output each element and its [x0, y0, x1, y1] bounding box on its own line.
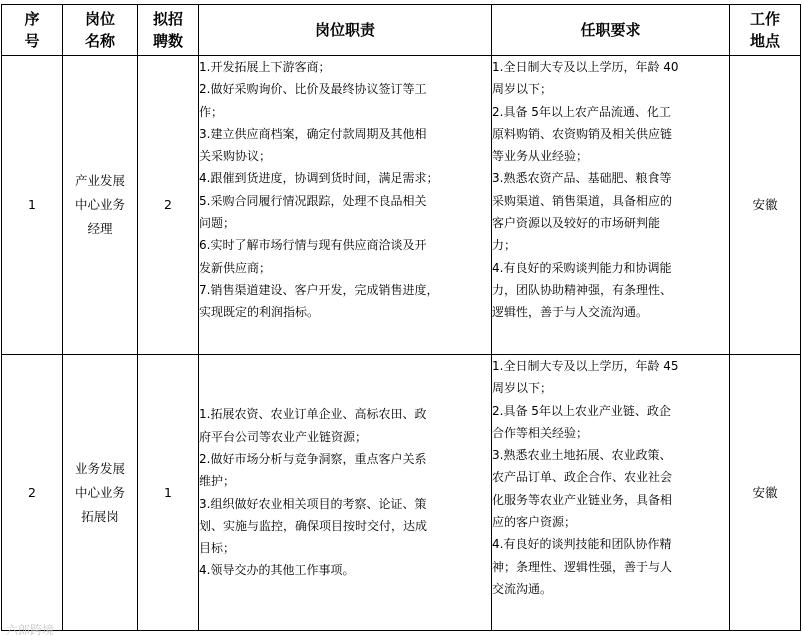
- row-count: 1: [138, 355, 199, 631]
- header-requirements: 任职要求: [492, 5, 730, 56]
- row-count: 2: [138, 56, 199, 355]
- row-requirements: 1.全日制大专及以上学历，年龄 45 周岁以下； 2.具备 5年以上农业产业链、政企 合作等相关经验； 3.熟悉农业土地拓展、农业政策、 农产品订单、政企合作、农业社会 化服务等农业产业链业务，具备相 应的客户资源； 4.有良好的谈判技能和团队协作精 神；条理性、逻辑性强，善于与人 交流沟通。: [492, 355, 730, 631]
- table-row: [2, 355, 801, 631]
- header-position: 岗位 名称: [63, 5, 138, 56]
- row-location: 安徽: [730, 56, 801, 355]
- header-seq: 序 号: [2, 5, 63, 56]
- header-count: 拟招 聘数: [138, 5, 199, 56]
- header-duties: 岗位职责: [199, 5, 492, 56]
- header-row: [2, 5, 801, 56]
- job-table: [1, 4, 801, 631]
- row-seq: 2: [2, 355, 63, 631]
- row-requirements: 1.全日制大专及以上学历，年龄 40 周岁以下； 2.具备 5年以上农产品流通、化工 原料购销、农资购销及相关供应链 等业务从业经验； 3.熟悉农资产品、基础肥、粮食等 采购渠道、销售渠道，具备相应的 客户资源以及较好的市场研判能 力； 4.有良好的采购谈判能力和协调能 力，团队协助精神强，有条理性、 逻辑性，善于与人交流沟通。: [492, 56, 730, 355]
- row-position: 产业发展 中心业务 经理: [63, 56, 138, 355]
- watermark: 六郎跨境: [6, 623, 55, 637]
- table-row: [2, 56, 801, 355]
- row-location: 安徽: [730, 355, 801, 631]
- row-seq: 1: [2, 56, 63, 355]
- header-location: 工作 地点: [730, 5, 801, 56]
- row-position: 业务发展 中心业务 拓展岗: [63, 355, 138, 631]
- row-duties: 1.拓展农资、农业订单企业、高标农田、政 府平台公司等农业产业链资源； 2.做好市场分析与竞争洞察，重点客户关系 维护； 3.组织做好农业相关项目的考察、论证、策 划、实施与监控，确保项目按时交付，达成 目标； 4.领导交办的其他工作事项。: [199, 355, 492, 631]
- row-duties: 1.开发拓展上下游客商； 2.做好采购询价、比价及最终协议签订等工 作； 3.建立供应商档案，确定付款周期及其他相 关采购协议； 4.跟催到货进度，协调到货时间，满足需求； 5.采购合同履行情况跟踪，处理不良品相关 问题； 6.实时了解市场行情与现有供应商洽谈及开 发新供应商； 7.销售渠道建设、客户开发，完成销售进度， 实现既定的利润指标。: [199, 56, 492, 355]
